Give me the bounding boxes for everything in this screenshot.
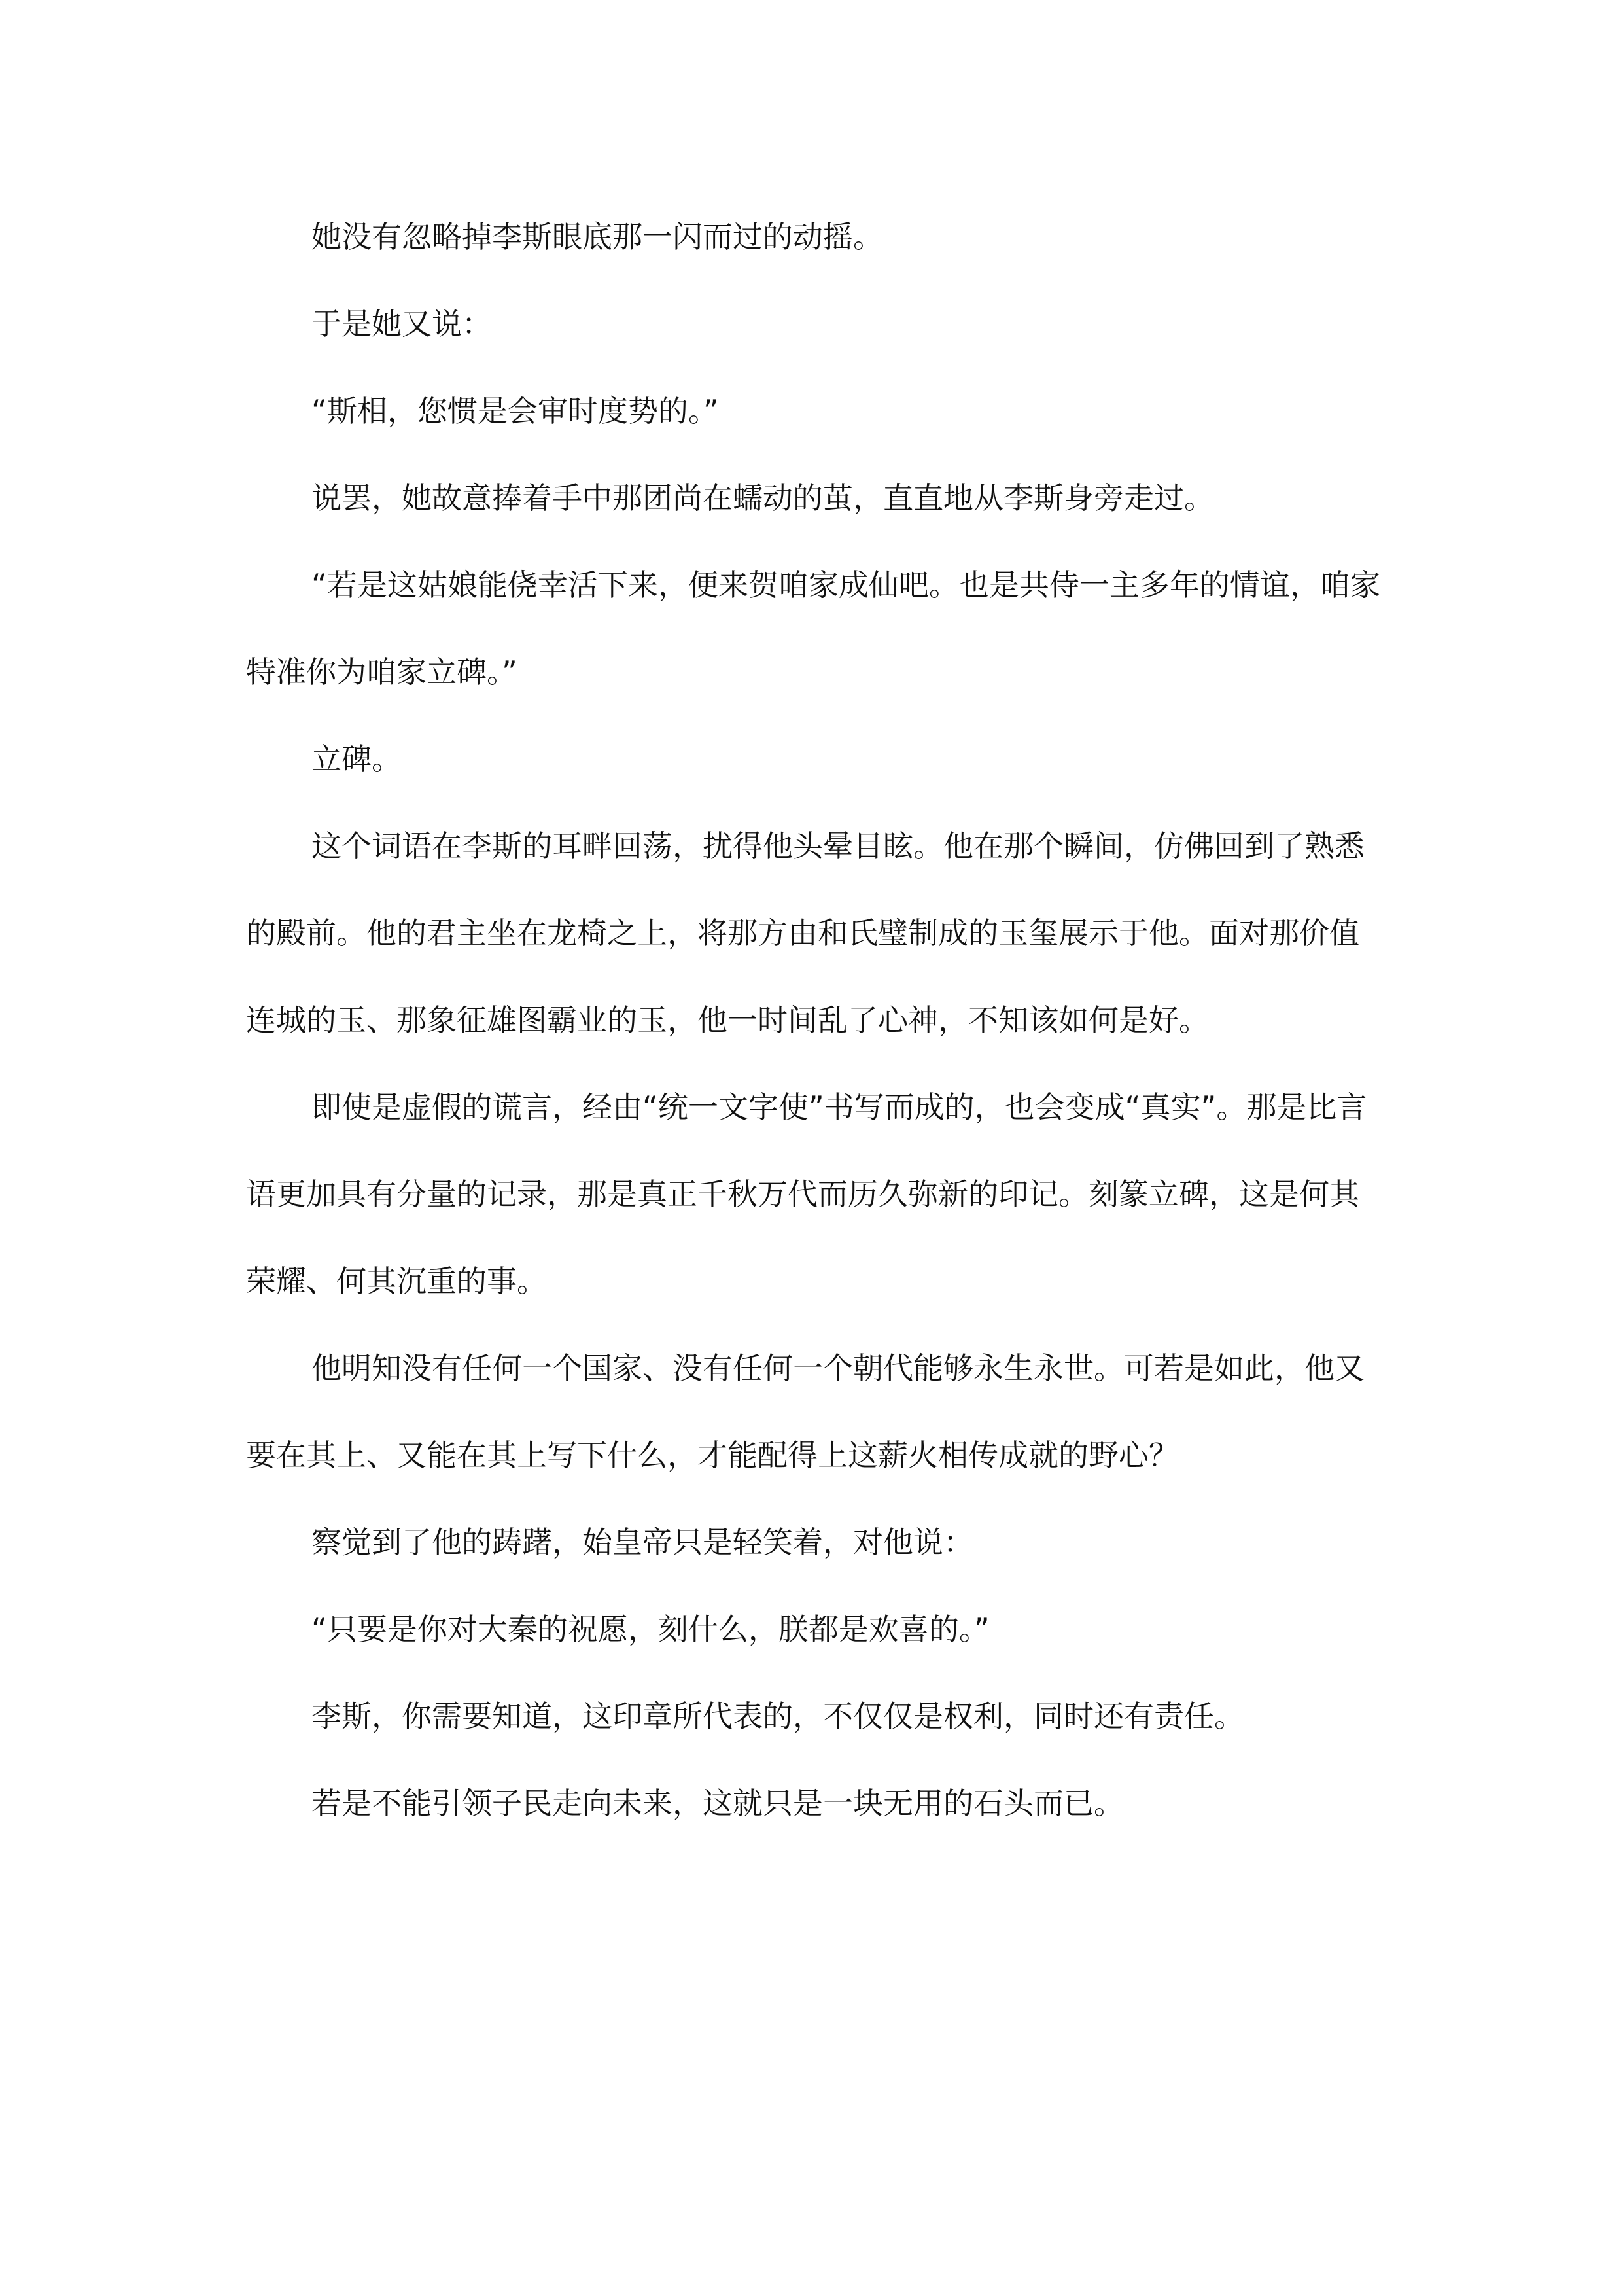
paragraph: “若是这姑娘能侥幸活下来，便来贺咱家成仙吧。也是共侍一主多年的情谊，咱家特准你为咱家立碑。” — [246, 567, 1380, 690]
paragraph: 他明知没有任何一个国家、没有任何一个朝代能够永生永世。可若是如此，他又要在其上、又能在其上写下什么，才能配得上这薪火相传成就的野心？ — [246, 1351, 1365, 1473]
paragraph: 察觉到了他的踌躇，始皇帝只是轻笑着，对他说： — [311, 1525, 973, 1560]
paragraph: 说罢，她故意捧着手中那团尚在蠕动的茧，直直地从李斯身旁走过。 — [311, 480, 1214, 516]
paragraph: 立碑。 — [311, 741, 402, 777]
paragraph: 即使是虚假的谎言，经由“统一文字使”书写而成的，也会变成“真实”。那是比言语更加具有分量的记录，那是真正千秋万代而历久弥新的印记。刻篆立碑，这是何其荣耀、何其沉重的事。 — [246, 1089, 1367, 1299]
paragraph: 若是不能引领子民走向未来，这就只是一块无用的石头而已。 — [311, 1786, 1124, 1821]
paragraph: “只要是你对大秦的祝愿，刻什么，朕都是欢喜的。” — [311, 1612, 990, 1647]
body-text — [246, 194, 1384, 1847]
paragraph: 李斯，你需要知道，这印章所代表的，不仅仅是权利，同时还有责任。 — [311, 1699, 1244, 1734]
paragraph: 这个词语在李斯的耳畔回荡，扰得他头晕目眩。他在那个瞬间，仿佛回到了熟悉的殿前。他的君主坐在龙椅之上，将那方由和氏璧制成的玉玺展示于他。面对那价值连城的玉、那象征雄图霸业的玉，他一时间乱了心神，不知该如何是好。 — [246, 828, 1365, 1038]
paragraph: “斯相，您惯是会审时度势的。” — [311, 393, 719, 429]
paragraph: 她没有忽略掉李斯眼底那一闪而过的动摇。 — [311, 219, 883, 255]
paragraph: 于是她又说： — [311, 306, 492, 342]
